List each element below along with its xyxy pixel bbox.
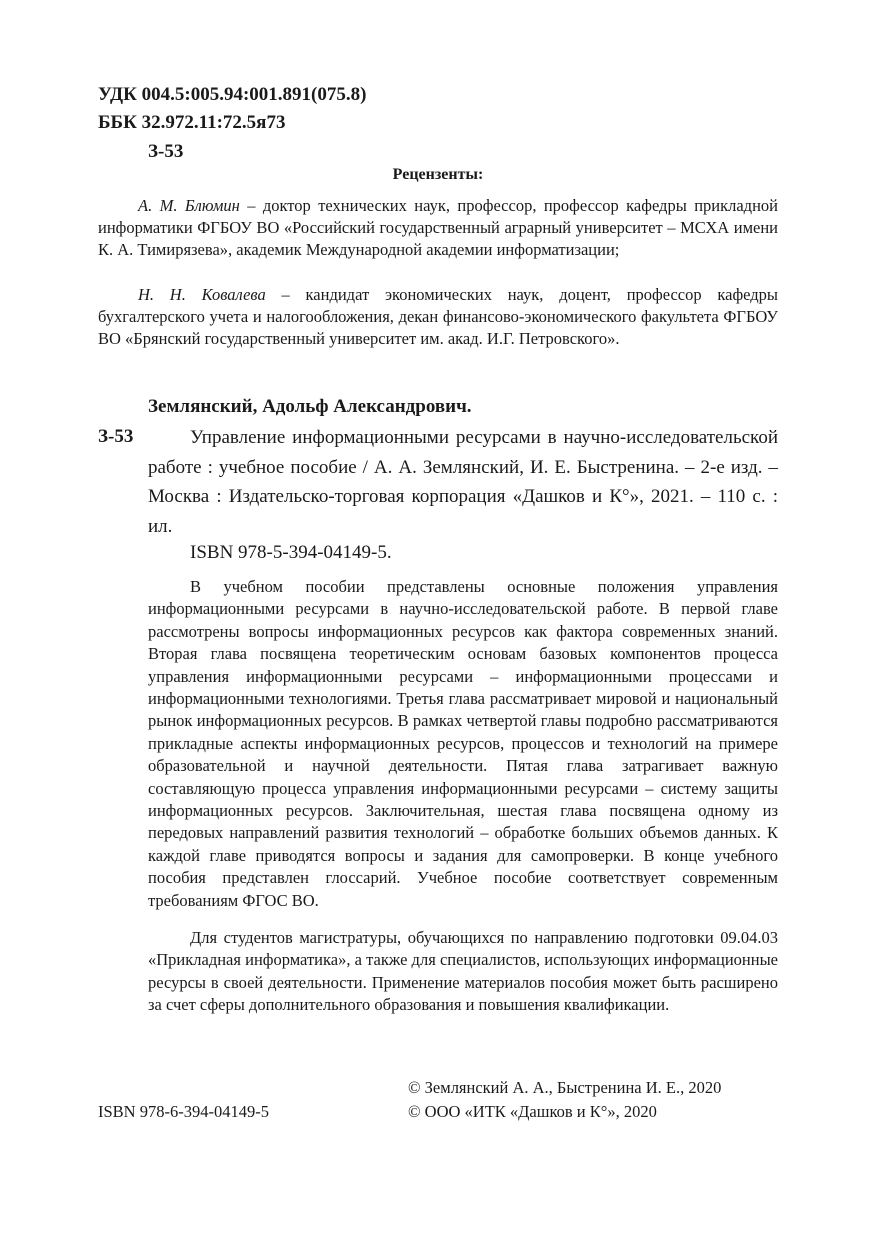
- abstract-paragraph-1: В учебном пособии представлены основные положения управления информационными ресурсами в научно-исследовательской работе. В первой главе рассмотрены вопросы информационных ресурсов как фактора современных знаний. Вторая глава посвящена теоретическим основам базовых компонентов процесса управления информационными ресурсами – информационными процессами и информационными технологиями. Третья глава рассматривает мировой и национальный рынок информационных ресурсов. В рамках четвертой главы подробно рассматриваются прикладные аспекты информационных ресурсов, процессов и технологий на примере образовательной и научной деятельности. Пятая глава затрагивает важную составляющую процесса управления информационными ресурсами – систему защиты информационных ресурсов. Заключительная, шестая глава посвящена одному из передовых направлений развития технологий – обработке больших объемов данных. К каждой главе приводятся вопросы и задания для самопроверки. В конце учебного пособия представлен глоссарий. Учебное пособие соответствует современным требованиям ФГОС ВО.: [148, 577, 778, 910]
- reviewer-second-name: Н. Н. Ковалева: [138, 285, 266, 304]
- reviewer-second: [98, 284, 778, 351]
- copyright-publisher: © ООО «ИТК «Дашков и К°», 2020: [408, 1102, 657, 1121]
- reviewer-first: [98, 195, 778, 262]
- reviewer-first-name: А. М. Блюмин: [138, 196, 240, 215]
- author-mark: З-53: [148, 141, 184, 162]
- copyright-authors: © Землянский А. А., Быстренина И. Е., 2020: [408, 1078, 722, 1097]
- udk-code: УДК 004.5:005.94:001.891(075.8): [98, 84, 367, 105]
- reviewers-heading: Рецензенты:: [392, 166, 484, 183]
- reviewer-second-text: – кандидат экономических наук, доцент, профессор кафедры бухгалтерского учета и налогообложения, декан финансово-экономического факультета ФГБОУ ВО «Брянский государственный университет им. акад. И.Г. Петровского».: [98, 285, 778, 349]
- abstract-paragraph-2: Для студентов магистратуры, обучающихся по направлению подготовки 09.04.03 «Прикладная информатика», а также для специалистов, использующих информационные ресурсы в своей деятельности. Применение материалов пособия может быть расширено за счет сферы дополнительного образования и повышения квалификации.: [148, 928, 778, 1015]
- reviewer-first-text: – доктор технических наук, профессор, профессор кафедры прикладной информатики ФГБОУ ВО «Российский государственный аграрный университет – МСХА имени К. А. Тимирязева», академик Международной академии информатизации;: [98, 196, 778, 260]
- bibliographic-code: З-53: [98, 426, 134, 447]
- bbk-code: ББК 32.972.11:72.5я73: [98, 112, 286, 133]
- footer-isbn: ISBN 978-6-394-04149-5: [98, 1102, 269, 1121]
- book-author: Землянский, Адольф Александрович.: [148, 396, 472, 417]
- isbn-main: ISBN 978-5-394-04149-5.: [190, 542, 392, 563]
- bibliographic-description: Управление информационными ресурсами в научно-исследовательской работе : учебное пособие / А. А. Землянский, И. Е. Быстренина. – 2-е изд. – Москва : Издательско-торговая корпорация «Дашков и К°», 2021. – 110 с. : ил.: [148, 427, 778, 537]
